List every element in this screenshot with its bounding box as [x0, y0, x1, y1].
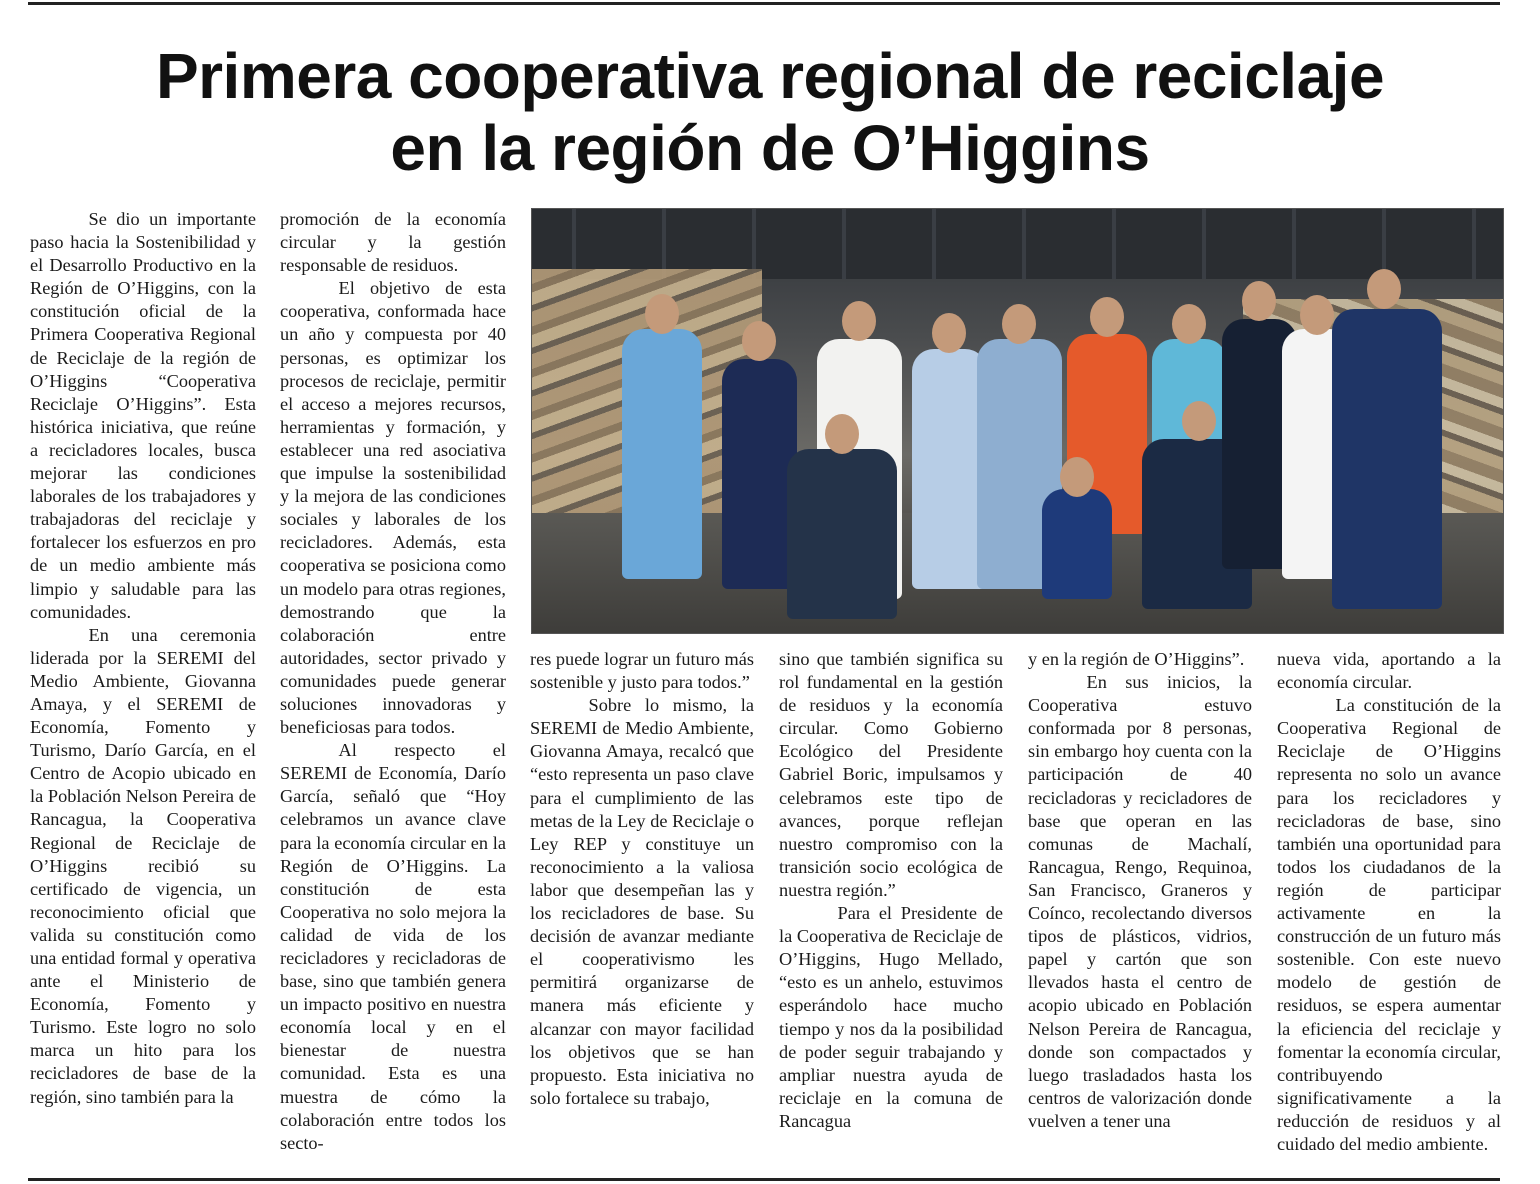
- paragraph: sino que también significa su rol fundamental en la gestión de residuos y la economía circular. Como Gobierno Ecológico del Presidente Gabriel Boric, impulsamos y celebramos este tipo de avances, porque reflejan nuestro compromiso con la transición socio ecológica de nuestra región.”: [779, 649, 1003, 900]
- paragraph: y en la región de O’Higgins”.: [1028, 649, 1245, 669]
- headline-line-1: Primera cooperativa regional de reciclaje: [155, 40, 1385, 112]
- article-column-6: [1277, 648, 1501, 1156]
- paragraph: res puede lograr un futuro más sostenible y justo para todos.”: [530, 649, 754, 693]
- paragraph: nueva vida, aportando a la economía circular.: [1277, 649, 1501, 693]
- article-column-1: [30, 208, 256, 1156]
- paragraph: En una ceremonia liderada por la SEREMI del Medio Ambiente, Giovanna Amaya, y el SEREMI de Economía, Fomento y Turismo, Darío García, en el Centro de Acopio ubicado en la Población Nelson Pereira de Rancagua, la Cooperativa Regional de Reciclaje de O’Higgins recibió su certificado de vigencia, un reconocimiento oficial que valida su constitución como una entidad formal y operativa ante el Ministerio de Economía, Fomento y Turismo. Este logro no solo marca un hito para los recicladores de base de la región, sino también para la: [30, 624, 256, 1107]
- article-column-4: [779, 648, 1003, 1156]
- paragraph: La constitución de la Cooperativa Regional de Reciclaje de O’Higgins representa no solo un avance para los recicladores y recicladoras de base, sino también una oportunidad para todos los ciudadanos de la región de participar activamente en la construcción de un futuro más sostenible. Con este nuevo modelo de gestión de residuos, se espera aumentar la eficiencia del reciclaje y fomentar la economía circular, contribuyendo significativamente a la reducción de residuos y al cuidado del medio ambiente.: [1277, 695, 1501, 1154]
- bottom-rule: [28, 1178, 1500, 1181]
- paragraph: Se dio un importante paso hacia la Sostenibilidad y el Desarrollo Productivo en la Región de O’Higgins, con la constitución oficial de la Primera Cooperativa Regional de Reciclaje de la región de O’Higgins “Cooperativa Reciclaje O’Higgins”. Esta histórica iniciativa, que reúne a recicladores locales, busca mejorar las condiciones laborales de los trabajadores y trabajadoras del reciclaje y fortalecer los esfuerzos en pro de un medio ambiente más limpio y saludable para las comunidades.: [30, 209, 256, 622]
- headline: [60, 40, 1480, 184]
- article-column-5: [1028, 648, 1252, 1156]
- article-column-3: [530, 648, 754, 1156]
- paragraph: En sus inicios, la Cooperativa estuvo conformada por 8 personas, sin embargo hoy cuenta con la participación de 40 recicladoras y recicladores de base que operan en las comunas de Machalí, Rancagua, Rengo, Requinoa, San Francisco, Graneros y Coínco, recolectando diversos tipos de plásticos, vidrios, papel y cartón que son llevados hasta el centro de acopio ubicado en Población Nelson Pereira de Rancagua, donde son compactados y luego trasladados hasta los centros de valorización donde vuelven a tener una: [1028, 672, 1252, 1131]
- group-photo: [531, 208, 1504, 634]
- top-rule: [28, 2, 1500, 5]
- paragraph: El objetivo de esta cooperativa, conformada hace un año y compuesta por 40 personas, es optimizar los procesos de reciclaje, permitir el acceso a mejores recursos, herramientas y formación, y establecer una red asociativa que impulse la sostenibilidad y la mejora de las condiciones sociales y laborales de los recicladores. Además, esta cooperativa se posiciona como un modelo para otras regiones, demostrando que la colaboración entre autoridades, sector privado y comunidades puede generar soluciones innovadoras y beneficiosas para todos.: [280, 278, 506, 738]
- paragraph: Sobre lo mismo, la SEREMI de Medio Ambiente, Giovanna Amaya, recalcó que “esto representa un paso clave para el cumplimiento de las metas de la Ley de Reciclaje o Ley REP y constituye un reconocimiento a la valiosa labor que desempeñan las y los recicladores de base. Su decisión de avanzar mediante el cooperativismo les permitirá organizarse de manera más eficiente y alcanzar con mayor facilidad los objetivos que se han propuesto. Esta iniciativa no solo fortalece su trabajo,: [530, 695, 754, 1108]
- paragraph: Para el Presidente de la Cooperativa de Reciclaje de O’Higgins, Hugo Mellado, “esto es un anhelo, estuvimos esperándolo hace mucho tiempo y nos da la posibilidad de poder seguir trabajando y ampliar nuestra ayuda de reciclaje en la comuna de Rancagua: [779, 903, 1003, 1131]
- headline-line-2: en la región de O’Higgins: [390, 112, 1150, 184]
- article-column-2: [280, 208, 506, 1156]
- paragraph: Al respecto el SEREMI de Economía, Darío García, señaló que “Hoy celebramos un avance clave para la economía circular en la Región de O’Higgins. La constitución de esta Cooperativa no solo mejora la calidad de vida de los recicladores y recicladoras de base, sino que también genera un impacto positivo en nuestra economía local y en el bienestar de nuestra comunidad. Esta es una muestra de cómo la colaboración entre todos los secto-: [280, 740, 506, 1153]
- paragraph: promoción de la economía circular y la gestión responsable de residuos.: [280, 209, 506, 276]
